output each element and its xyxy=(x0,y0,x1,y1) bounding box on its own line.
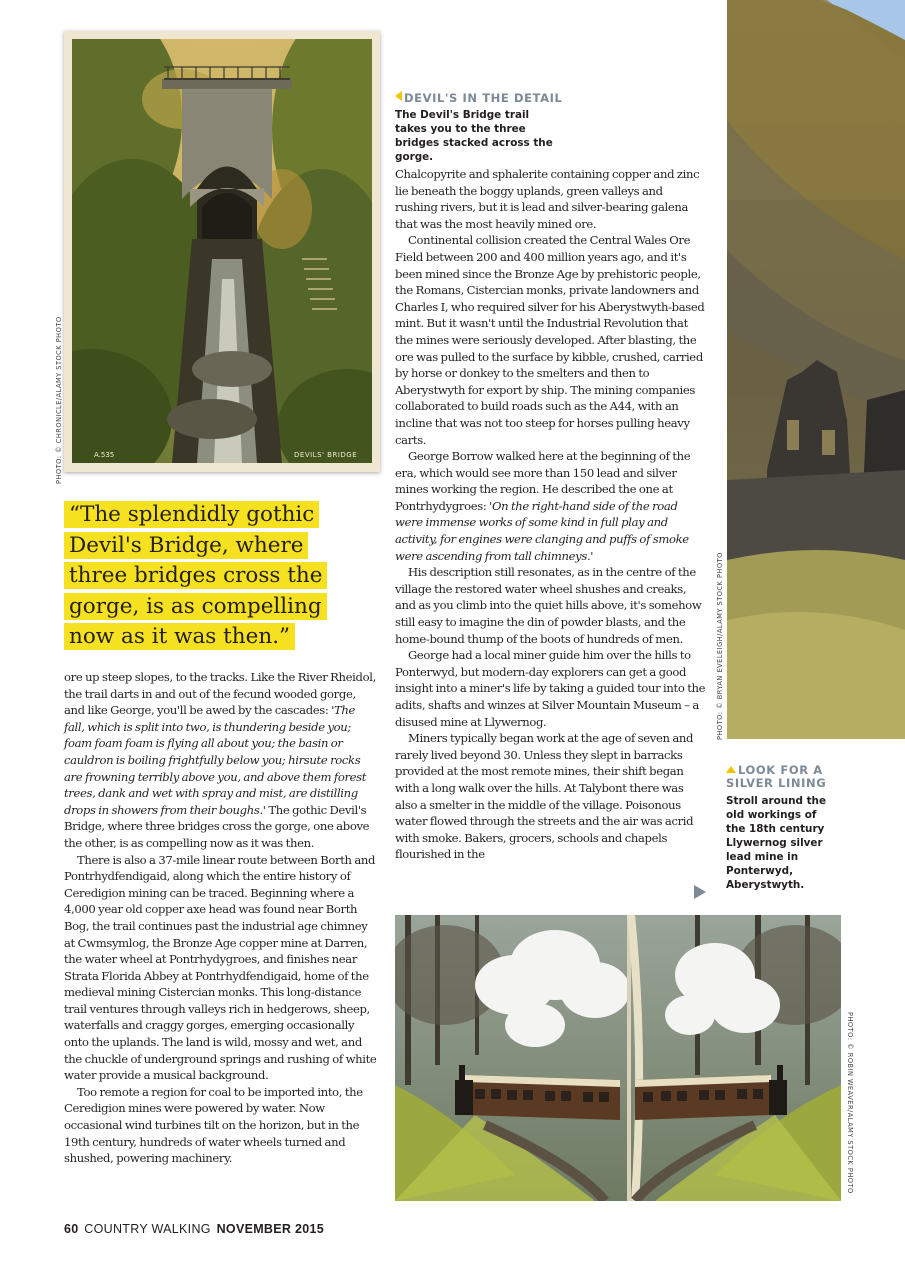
pull-quote-line-5: now as it was then.” xyxy=(64,623,295,650)
left-paragraph-3: Too remote a region for coal to be imported into, the Ceredigion mines were powered by water. Now occasional wind turbines tilt on the horizon, but in the 19th century, hundreds of water wheels turned and shushed, powering machinery. xyxy=(64,1084,363,1166)
left-paragraph-1-text-b: The gothic Devil's Bridge, where three bridges cross the gorge, one above the other, is as compelling now as it was then. xyxy=(64,802,370,850)
left-column xyxy=(64,669,378,1167)
sidebar-devils-title: DEVIL'S IN THE DETAIL xyxy=(404,91,563,105)
borrow-quote-falls: 'The fall, which is split into two, is thundering beside you; foam foam foam is flying all about you; the basin or cauldron is boiling frightfully below you; hirsute rocks are frowning terribly above you, and above them forest trees, dank and wet with spray and mist, are distilling drops in showers from their boughs.' xyxy=(64,703,367,817)
middle-paragraph-2: Continental collision created the Central Wales Ore Field between 200 and 400 million years ago, and it's been mined since the Bronze Age by prehistoric people, the Romans, Cistercian monks, private landowners and Charles I, who required silver for his Aberystwyth-based mint. But it wasn't until the Industrial Revolution that the mines were seriously developed. After blasting, the ore was pulled to the surface by kibble, crushed, carried by horse or donkey to the smelters and then to Aberystwyth for export by ship. The mining companies collaborated to build roads such as the A44, with an incline that was not too steep for horses pulling heavy carts. xyxy=(395,233,705,447)
middle-column xyxy=(395,166,706,863)
pull-quote-line-4: gorge, is as compelling xyxy=(64,593,327,620)
sidebar-silver-body: Stroll around the old workings of the 18th century Llywernog silver lead mine in Ponterwyd, Aberystwyth. xyxy=(726,795,826,891)
page-number: 60 xyxy=(64,1222,79,1236)
middle-paragraph-4: His description still resonates, as in the centre of the village the restored water wheel shushes and creaks, and as you climb into the quiet hills above, it's somehow still easy to imagine the din of powder blasts, and the home-bound thump of the boots of hundreds of men. xyxy=(395,565,702,646)
continue-arrow-icon xyxy=(694,885,706,899)
pull-quote-line-1: “The splendidly gothic xyxy=(64,501,319,528)
left-paragraph-2: There is also a 37-mile linear route between Borth and Pontrhydfendigaid, along which the entire history of Ceredigion mining can be traced. Beginning where a 4,000 year old copper axe head was found near Borth Bog, the trail continues past the industrial age chimney at Cwmsymlog, the Bronze Age copper mine at Darren, the water wheel at Pontrhydygroes, and finishes near Strata Florida Abbey at Pontrhydfendigaid, home of the medieval mining Cistercian monks. This long-distance trail ventures through valleys rich in hedgerows, sheep, waterfalls and craggy gorges, emerging occasionally onto the uplands. The land is wild, mossy and wet, and the chuckle of underground springs and rushing of white water provide a musical background. xyxy=(64,852,377,1083)
left-paragraph-1-text-a: ore up steep slopes, to the tracks. Like the River Rheidol, the trail darts in and out of the fecund wooded gorge, and like George, you'll be awed by the cascades: xyxy=(64,670,376,718)
middle-paragraph-3 xyxy=(395,448,706,564)
middle-paragraph-3-text: George Borrow walked here at the beginning of the era, which would see more than 150 lead and silver mines working the region. He described the one at Pontrhydygroes: xyxy=(395,449,691,513)
postcard-photo-frame xyxy=(64,31,380,472)
photo-credit-mountain: PHOTO: © BRYAN EVELEIGH/ALAMY STOCK PHOTO xyxy=(716,552,724,740)
sidebar-devils-title-row xyxy=(395,91,565,105)
triangle-up-icon xyxy=(726,766,736,773)
left-paragraph-1 xyxy=(64,669,378,852)
postcard-label-right: DEVILS' BRIDGE xyxy=(294,451,358,459)
page-footer xyxy=(64,1222,324,1236)
devils-bridge-postcard-image xyxy=(72,39,372,463)
steam-train-photo xyxy=(395,915,841,1201)
middle-paragraph-1: Chalcopyrite and sphalerite containing copper and zinc lie beneath the boggy uplands, green valleys and rushing rivers, but it is lead and silver-bearing galena that was the most heavily mined ore. xyxy=(395,167,700,231)
mountain-mine-photo xyxy=(727,0,905,739)
triangle-left-icon xyxy=(395,91,402,101)
pull-quote-line-3: three bridges cross the xyxy=(64,562,327,589)
issue-date: NOVEMBER 2015 xyxy=(216,1222,325,1236)
sidebar-silver-title-line1: LOOK FOR A xyxy=(738,763,823,777)
middle-paragraph-6: Miners typically began work at the age of seven and rarely lived beyond 30. Unless they slept in barracks provided at the most remote mines, their shift began with a long walk over the hills. At Talybont there was also a smelter in the middle of the village. Poisonous water flowed through the streets and the air was acrid with smoke. Bakers, grocers, schools and chapels flourished in the xyxy=(395,731,694,862)
borrow-quote-engines: 'On the right-hand side of the road were immense works of some kind in full play and activity, for engines were clanging and puffs of smoke were ascending from tall chimneys.' xyxy=(395,498,689,563)
sidebar-devils-detail xyxy=(395,91,565,164)
sidebar-devils-body: The Devil's Bridge trail takes you to the three bridges stacked across the gorge. xyxy=(395,109,553,163)
postcard-label-left: A.535 xyxy=(94,451,115,459)
middle-paragraph-5: George had a local miner guide him over the hills to Ponterwyd, but modern-day explorers can get a good insight into a miner's life by taking a guided tour into the adits, shafts and winzes at Silver Mountain Museum – a disused mine at Llywernog. xyxy=(395,648,706,729)
photo-credit-postcard: PHOTO: © CHRONICLE/ALAMY STOCK PHOTO xyxy=(55,316,63,484)
pull-quote-line-2: Devil's Bridge, where xyxy=(64,532,308,559)
sidebar-silver-title-line2: SILVER LINING xyxy=(726,776,827,790)
pull-quote xyxy=(64,500,384,653)
sidebar-silver-title xyxy=(726,764,856,790)
sidebar-silver-lining xyxy=(726,764,856,892)
magazine-title: COUNTRY WALKING xyxy=(84,1222,211,1236)
photo-credit-train: PHOTO: © ROBIN WEAVER/ALAMY STOCK PHOTO xyxy=(846,1012,854,1194)
